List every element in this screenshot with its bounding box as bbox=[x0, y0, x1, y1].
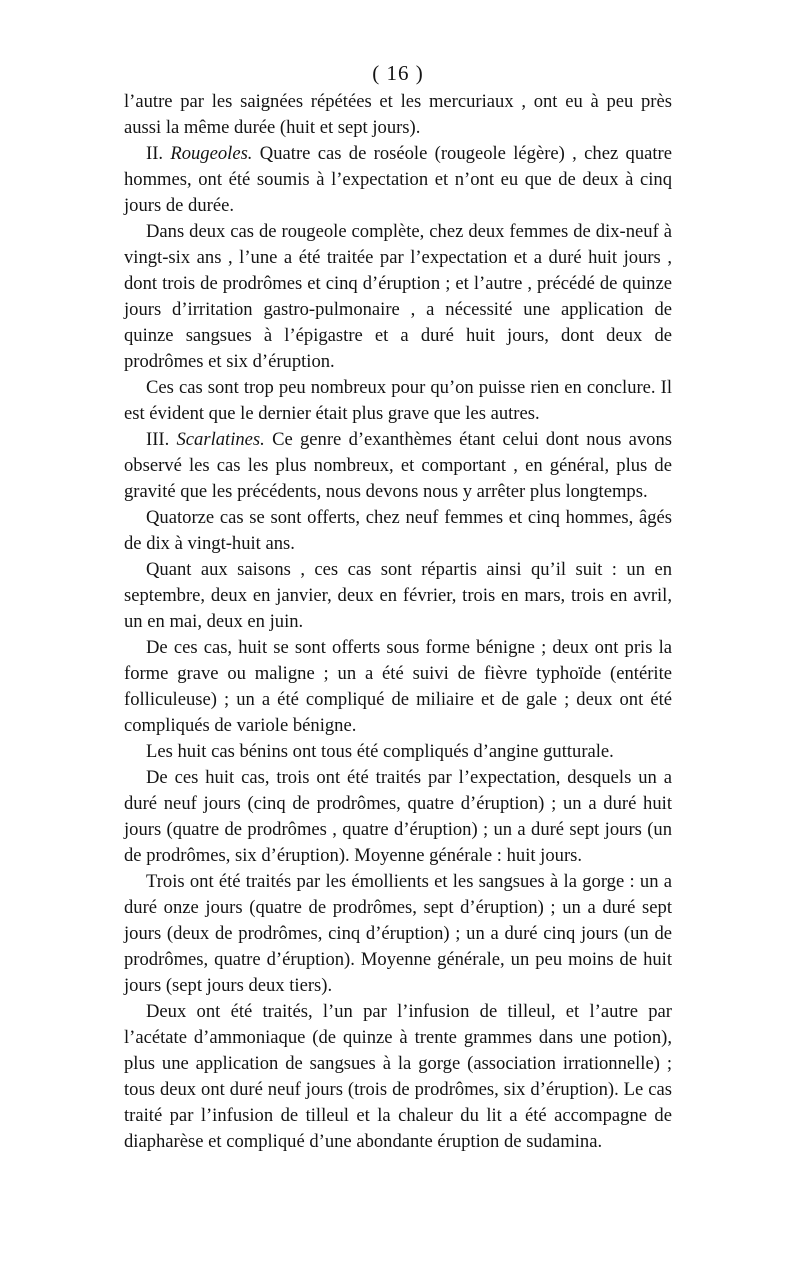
paragraph-text: Les huit cas bénins ont tous été compliqués d’angine gutturale. bbox=[146, 741, 614, 762]
paragraph-text: Trois ont été traités par les émollients et les sangsues à la gorge : un a duré onze jours (quatre de prodrômes, sept d’éruption) ; un a duré sept jours (deux de prodrômes, cinq d’éruption) ; un a duré cinq jours (un de prodrômes, quatre d’éruption). Moyenne générale, un peu moins de huit jours (sept jours deux tiers). bbox=[124, 871, 672, 996]
paragraph bbox=[124, 375, 672, 427]
paragraph-text: Dans deux cas de rougeole complète, chez deux femmes de dix-neuf à vingt-six ans , l’une a été traitée par l’expectation et a duré huit jours , dont trois de prodrômes et cinq d’éruption ; et l’autre , précédé de quinze jours d’irritation gastro-pulmonaire , a nécessité une application de quinze sangsues à l’épigastre et a duré huit jours, dont deux de prodrômes et six d’éruption. bbox=[124, 221, 672, 372]
paragraph bbox=[124, 999, 672, 1155]
paragraph bbox=[124, 219, 672, 375]
paragraph-text: Quatre cas de roséole (rougeole légère) , chez quatre hommes, ont été soumis à l’expectation et n’ont eu que de deux à cinq jours de durée. bbox=[124, 143, 672, 216]
paragraph-rougeoles bbox=[124, 141, 672, 219]
paragraph bbox=[124, 739, 672, 765]
paragraph bbox=[124, 869, 672, 999]
paragraph-text: De ces huit cas, trois ont été traités par l’expectation, desquels un a duré neuf jours (cinq de prodrômes, quatre d’éruption) ; un a duré huit jours (quatre de prodrômes , quatre d’éruption) ; un a duré sept jours (un de prodrômes, six d’éruption). Moyenne générale : huit jours. bbox=[124, 767, 672, 866]
paragraph bbox=[124, 505, 672, 557]
paragraph-text: Deux ont été traités, l’un par l’infusion de tilleul, et l’autre par l’acétate d’ammoniaque (de quinze à trente grammes dans une potion), plus une application de sangsues à la gorge (association irrationnelle) ; tous deux ont duré neuf jours (trois de prodrômes, six d’éruption). Le cas traité par l’infusion de tilleul et la chaleur du lit a été accompagne de diapharèse et compliqué d’une abondante éruption de sudamina. bbox=[124, 1001, 672, 1152]
paragraph-text: l’autre par les saignées répétées et les mercuriaux , ont eu à peu près aussi la même durée (huit et sept jours). bbox=[124, 91, 672, 138]
paragraph-text: Quant aux saisons , ces cas sont répartis ainsi qu’il suit : un en septembre, deux en janvier, deux en février, trois en mars, trois en avril, un en mai, deux en juin. bbox=[124, 559, 672, 632]
body-text bbox=[124, 89, 672, 1155]
section-title-scarlatines: Scarlatines. bbox=[176, 429, 265, 450]
paragraph bbox=[124, 765, 672, 869]
paragraph-text: Ce genre d’exanthèmes étant celui dont nous avons observé les cas les plus nombreux, et comportant , en général, plus de gravité que les précédents, nous devons nous y arrêter plus longtemps. bbox=[124, 429, 672, 502]
page-number: ( 16 ) bbox=[372, 61, 424, 85]
section-number: II. bbox=[146, 143, 171, 164]
paragraph-text: De ces cas, huit se sont offerts sous forme bénigne ; deux ont pris la forme grave ou maligne ; un a été suivi de fièvre typhoïde (entérite folliculeuse) ; un a été compliqué de miliaire et de gale ; deux ont été compliqués de variole bénigne. bbox=[124, 637, 672, 736]
paragraph-scarlatines bbox=[124, 427, 672, 505]
paragraph-text: Ces cas sont trop peu nombreux pour qu’on puisse rien en conclure. Il est évident que le dernier était plus grave que les autres. bbox=[124, 377, 672, 424]
page bbox=[124, 58, 672, 1155]
paragraph bbox=[124, 635, 672, 739]
section-number: III. bbox=[146, 429, 177, 450]
paragraph-text: Quatorze cas se sont offerts, chez neuf femmes et cinq hommes, âgés de dix à vingt-huit ans. bbox=[124, 507, 672, 554]
paragraph-continuation bbox=[124, 89, 672, 141]
section-title-rougeoles: Rougeoles. bbox=[170, 143, 253, 164]
paragraph bbox=[124, 557, 672, 635]
